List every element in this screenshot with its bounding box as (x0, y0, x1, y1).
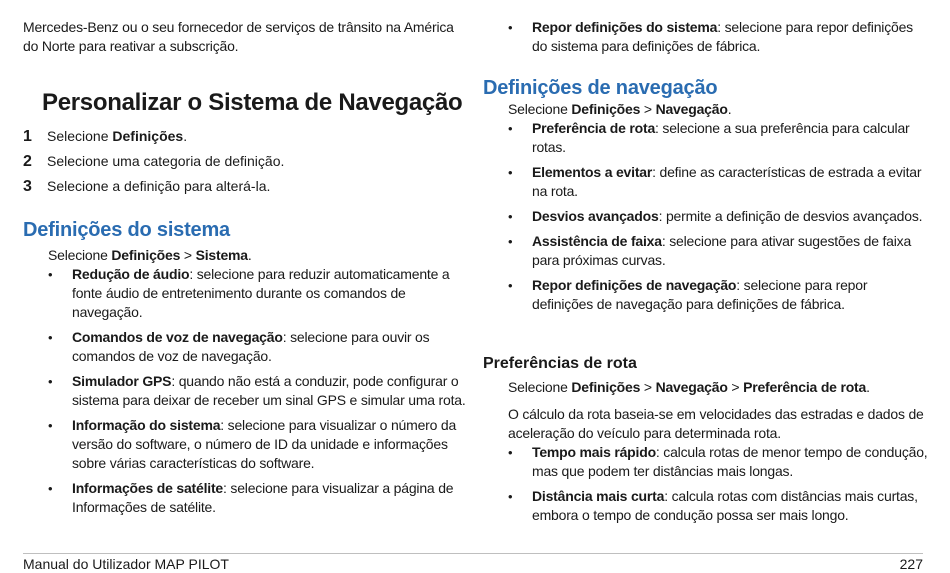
list-item (483, 487, 928, 525)
menu-path (483, 378, 928, 397)
path-bold: Definições (571, 101, 641, 117)
path-text: Selecione (508, 101, 572, 117)
bullet-icon: • (508, 489, 513, 504)
item-bold: Informação do sistema (72, 417, 221, 433)
item-text: : selecione para reduzir automaticamente a fonte áudio de entretenimento durante os comandos de navegação. (72, 266, 450, 320)
list-item (23, 328, 468, 366)
page-number: 227 (899, 556, 923, 572)
section-title: Definições de navegação (483, 77, 718, 99)
path-text-end: . (866, 379, 870, 395)
item-bold: Tempo mais rápido (532, 444, 656, 460)
path-text: Selecione (508, 379, 572, 395)
path-bold: Navegação (655, 101, 728, 117)
item-bold: Desvios avançados (532, 208, 659, 224)
item-text: : calcula rotas com distâncias mais curtas, embora o tempo de condução possa ser mais longo. (532, 488, 918, 523)
list-item (23, 416, 468, 473)
step-number: 1 (23, 128, 32, 145)
item-bold: Elementos a evitar (532, 164, 653, 180)
navigation-settings-section (483, 76, 928, 320)
item-text: : selecione para ouvir os comandos de voz de navegação. (72, 329, 430, 364)
item-text: : selecione a sua preferência para calcular rotas. (532, 120, 910, 155)
route-description: O cálculo da rota baseia-se em velocidades das estradas e dados de aceleração do veículo para determinada rota. (508, 406, 924, 441)
step-text: Selecione uma categoria de definição. (47, 153, 285, 169)
path-bold: Sistema (195, 247, 248, 263)
list-item (483, 443, 928, 481)
item-text: : selecione para repor definições do sistema para definições de fábrica. (532, 19, 913, 54)
item-bold: Assistência de faixa (532, 233, 662, 249)
path-text-end: . (247, 247, 252, 263)
system-settings-list (23, 265, 468, 517)
item-bold: Redução de áudio (72, 266, 190, 282)
item-text: : define as características de estrada a evitar na rota. (532, 164, 922, 199)
path-bold: Preferência de rota (743, 379, 867, 395)
item-text: : permite a definição de desvios avançados. (658, 208, 923, 224)
path-text: Selecione (48, 247, 112, 263)
step-number: 2 (23, 153, 32, 170)
item-text: : selecione para visualizar o número da versão do software, o número de ID da unidade e informações sobre várias características do software. (72, 417, 457, 471)
list-item (483, 163, 928, 201)
system-settings-section (23, 218, 468, 523)
path-sep: > (727, 379, 744, 395)
menu-path (23, 246, 468, 265)
steps-list (23, 128, 468, 203)
bullet-icon: • (48, 330, 53, 345)
bullet-icon: • (508, 209, 513, 224)
item-text: : selecione para repor definições de navegação para definições de fábrica. (532, 277, 868, 312)
step-text: Selecione (47, 128, 113, 144)
list-item (483, 232, 928, 270)
bullet-icon: • (508, 278, 513, 293)
bullet-icon: • (508, 445, 513, 460)
list-item (483, 119, 928, 157)
path-sep: > (180, 247, 196, 263)
page-title: Personalizar o Sistema de Navegação (42, 89, 463, 116)
list-item (23, 479, 468, 517)
path-sep: > (640, 101, 656, 117)
route-preferences-section (483, 354, 928, 531)
path-bold: Definições (571, 379, 641, 395)
navigation-settings-list (483, 119, 928, 314)
step-bold: Definições (112, 128, 184, 144)
step-item (23, 178, 468, 203)
list-item (483, 18, 928, 56)
list-item (483, 207, 928, 226)
item-bold: Distância mais curta (532, 488, 665, 504)
item-bold: Informações de satélite (72, 480, 224, 496)
item-bold: Simulador GPS (72, 373, 172, 389)
step-number: 3 (23, 178, 32, 195)
bullet-icon: • (48, 374, 53, 389)
continued-list (483, 18, 928, 62)
path-bold: Definições (111, 247, 181, 263)
item-bold: Comandos de voz de navegação (72, 329, 283, 345)
step-item (23, 153, 468, 178)
bullet-icon: • (48, 418, 53, 433)
item-text: : selecione para visualizar a página de Informações de satélite. (72, 480, 454, 515)
item-text: : quando não está a conduzir, pode configurar o sistema para deixar de receber um sinal GPS e simular uma rota. (72, 373, 466, 408)
list-item (483, 276, 928, 314)
item-bold: Repor definições de navegação (532, 277, 737, 293)
section-title: Definições do sistema (23, 219, 230, 241)
subsection-title: Preferências de rota (483, 355, 637, 372)
bullet-icon: • (48, 481, 53, 496)
path-text-end: . (727, 101, 732, 117)
step-text: Selecione a definição para alterá-la. (47, 178, 271, 194)
intro-paragraph: Mercedes-Benz ou o seu fornecedor de serviços de trânsito na América do Norte para reativar a subscrição. (23, 19, 454, 54)
item-bold: Repor definições do sistema (532, 19, 718, 35)
path-sep: > (640, 379, 656, 395)
bullet-icon: • (508, 20, 513, 35)
item-text: : calcula rotas de menor tempo de condução, mas que podem ter distâncias mais longas. (532, 444, 928, 479)
item-text: : selecione para ativar sugestões de faixa para próximas curvas. (532, 233, 912, 268)
bullet-icon: • (508, 165, 513, 180)
list-item (23, 265, 468, 322)
route-preferences-list (483, 443, 928, 525)
item-bold: Preferência de rota (532, 120, 656, 136)
bullet-icon: • (508, 121, 513, 136)
step-text-end: . (183, 128, 188, 144)
list-item (23, 372, 468, 410)
system-settings-list-continued (483, 18, 928, 56)
manual-title: Manual do Utilizador MAP PILOT (23, 556, 229, 572)
step-item (23, 128, 468, 153)
path-bold: Navegação (655, 379, 728, 395)
bullet-icon: • (508, 234, 513, 249)
page-footer (23, 553, 923, 573)
bullet-icon: • (48, 267, 53, 282)
menu-path (483, 100, 928, 119)
